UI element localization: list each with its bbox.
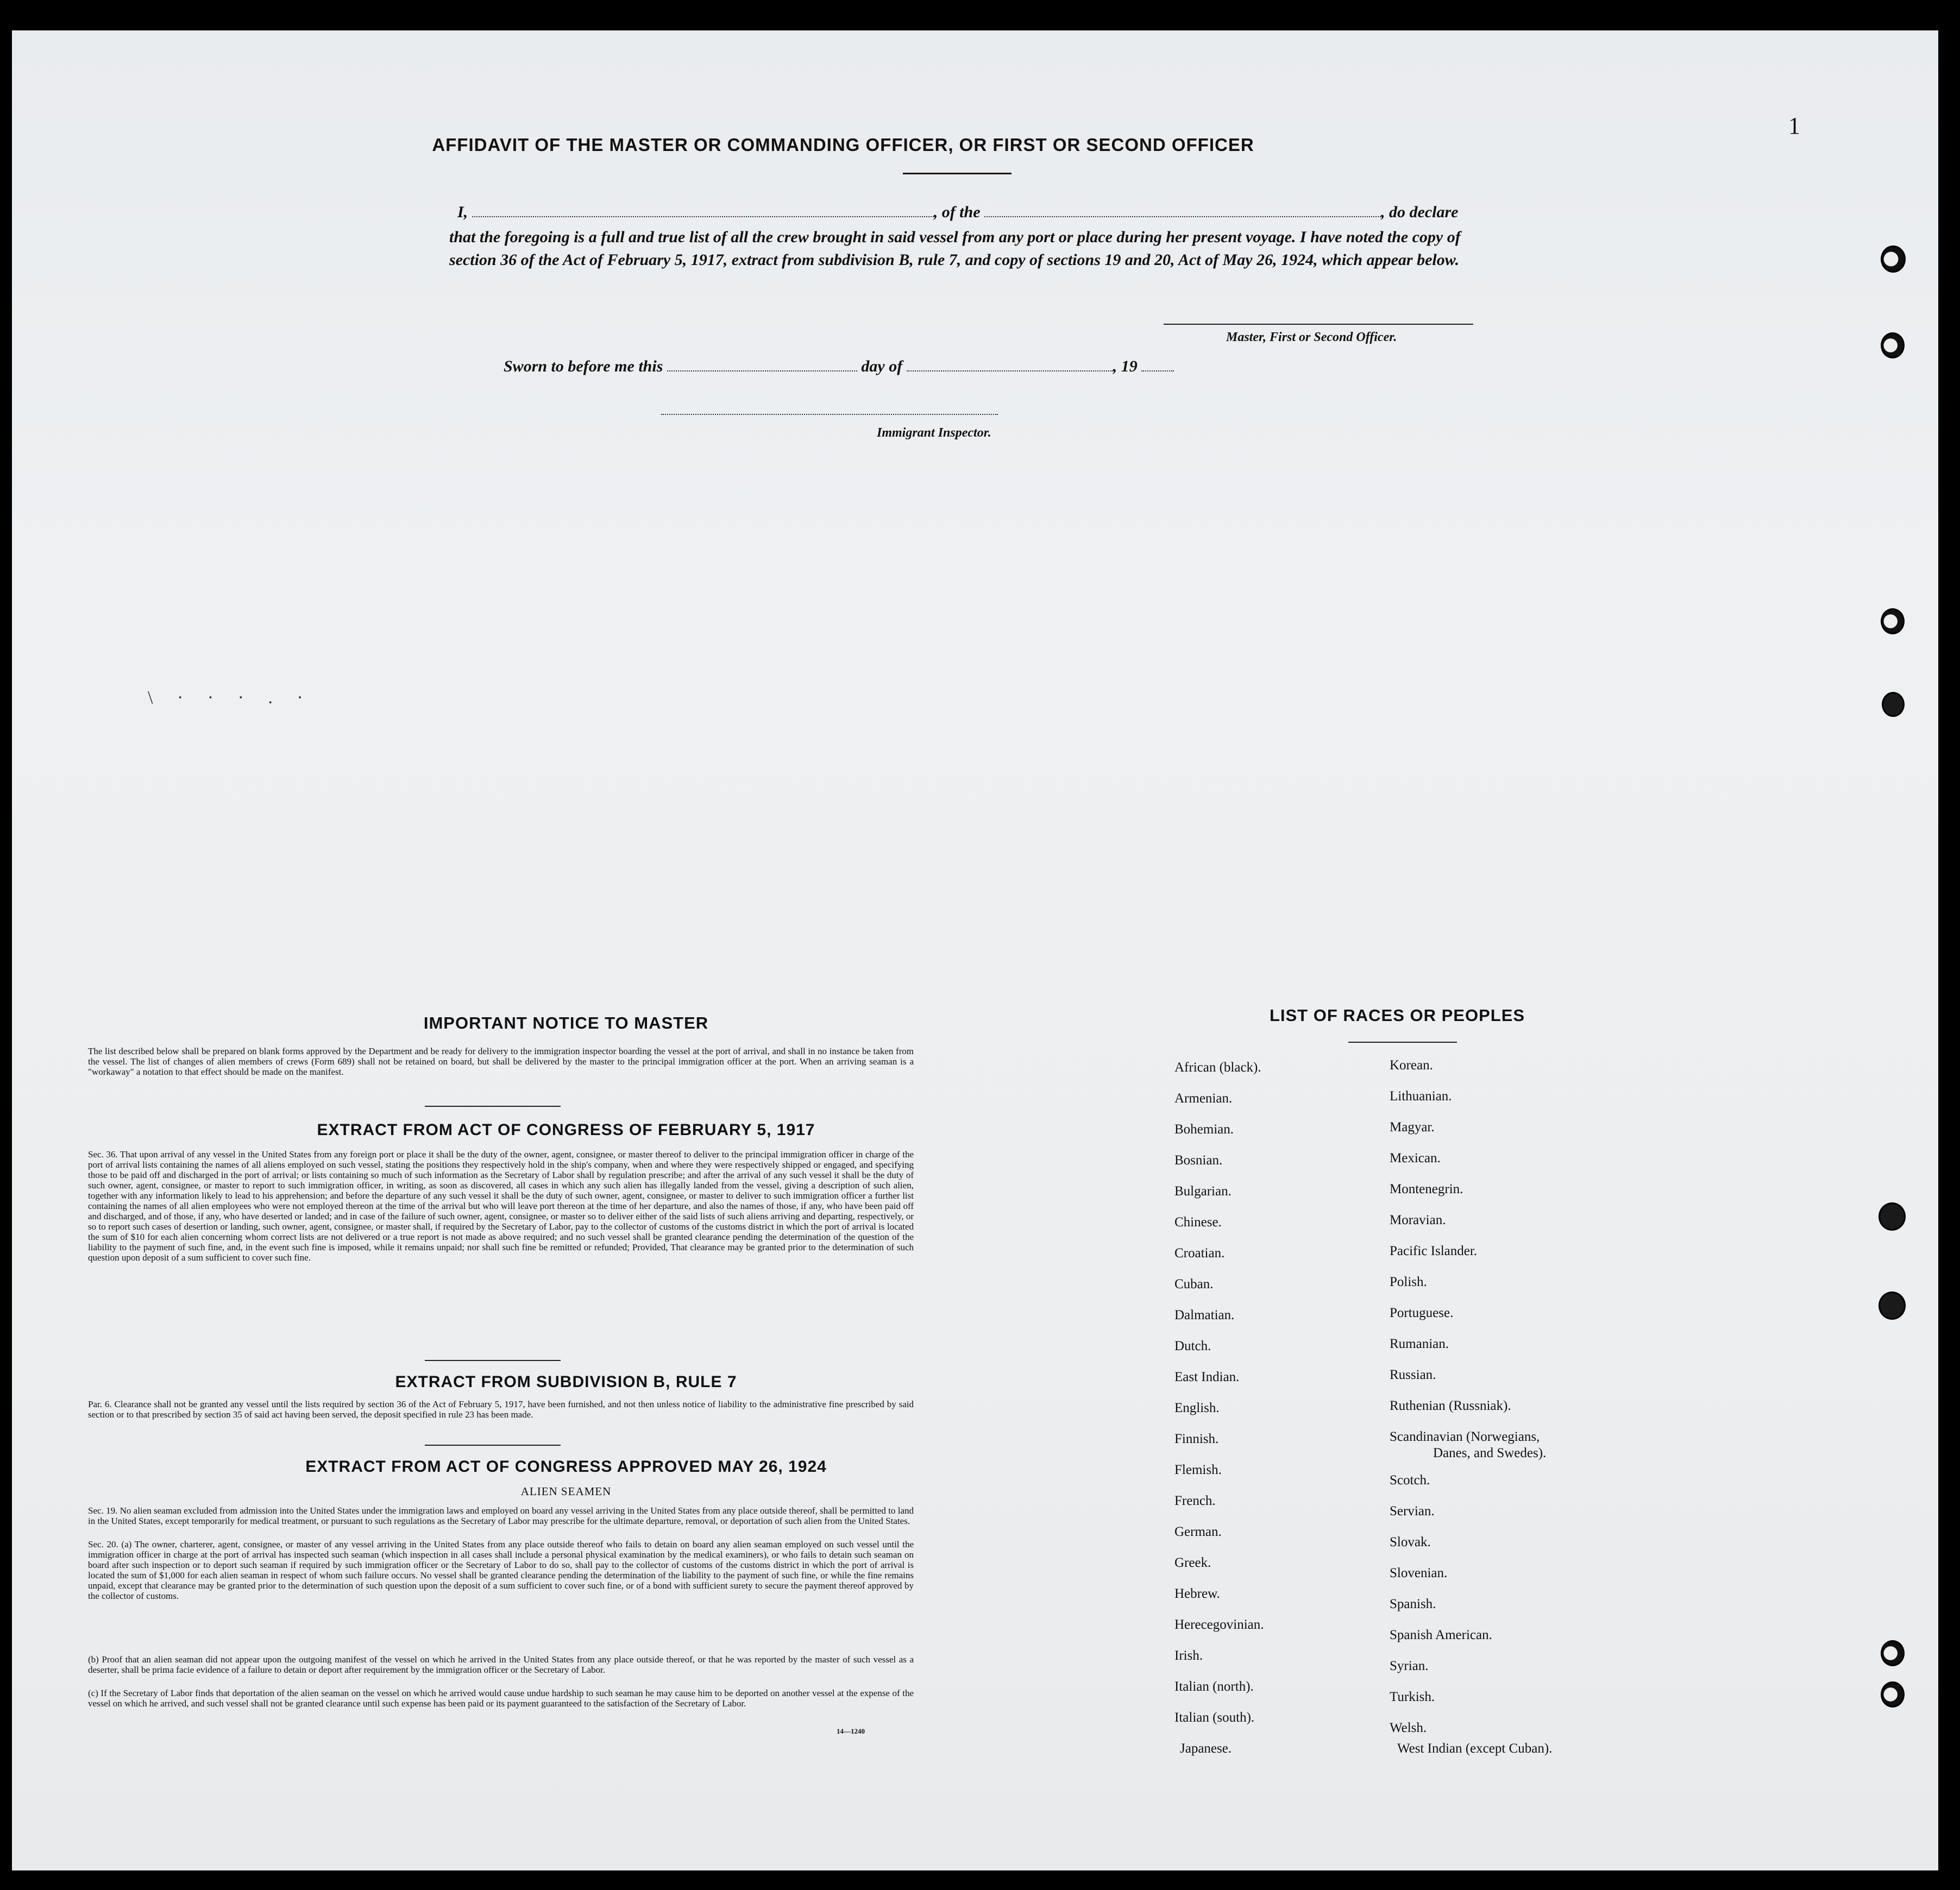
day-of-label: day of — [861, 357, 903, 375]
race-left: Dutch. — [1174, 1339, 1211, 1353]
section-divider — [425, 1106, 561, 1107]
race-right: Montenegrin. — [1390, 1182, 1463, 1196]
page-number: 1 — [1788, 112, 1800, 139]
year-label: , 19 — [1113, 357, 1138, 375]
race-left: Armenian. — [1174, 1091, 1233, 1106]
sworn-year-blank[interactable] — [1141, 358, 1174, 371]
alien-seamen-subtitle: ALIEN SEAMEN — [520, 1485, 612, 1498]
race-left: Cuban. — [1174, 1277, 1214, 1292]
race-left: Bulgarian. — [1174, 1184, 1232, 1199]
punch-hole — [1879, 1292, 1906, 1320]
race-left: Chinese. — [1174, 1215, 1222, 1230]
race-right: Mexican. — [1390, 1151, 1441, 1166]
punch-hole — [1881, 1640, 1905, 1666]
race-right: Slovak. — [1390, 1535, 1431, 1549]
race-left: Herecegovinian. — [1174, 1617, 1264, 1632]
sworn-line — [504, 357, 1174, 376]
inspector-label: Immigrant Inspector. — [877, 426, 991, 440]
race-left: Finnish. — [1174, 1432, 1219, 1446]
signature-line[interactable] — [1164, 324, 1473, 325]
sworn-month-blank[interactable] — [907, 358, 1113, 371]
section-divider — [425, 1360, 561, 1361]
race-left: Bosnian. — [1174, 1153, 1223, 1168]
sec20b-text: (b) Proof that an alien seaman did not appear upon the outgoing manifest of the vessel on which he arrived in the United States from any place outside thereof, or that he was reported by the master of such vessel as a deserter, shall be prima facie evidence of a failure to detain or deport after requirement by the immigration officer or the Secretary of Labor. — [88, 1654, 914, 1675]
punch-hole — [1881, 332, 1905, 358]
extract-1924-title: EXTRACT FROM ACT OF CONGRESS APPROVED MAY 26, 1924 — [305, 1458, 827, 1476]
race-right: Scandinavian (Norwegians, — [1390, 1429, 1540, 1444]
section-divider — [425, 1445, 561, 1446]
affidavit-i-label: I, — [457, 203, 468, 221]
affidavit-title: AFFIDAVIT OF THE MASTER OR COMMANDING OFFICER, OR FIRST OR SECOND OFFICER — [432, 135, 1254, 155]
race-right: Korean. — [1390, 1058, 1433, 1073]
race-right: Lithuanian. — [1390, 1089, 1452, 1104]
sec20c-text: (c) If the Secretary of Labor finds that deportation of the alien seaman on the vessel on which he arrived would cause undue hardship to such seaman he may cause him to be deported on another vessel at the expense of the vessel on which he arrived, and such vessel shall not be granted clearance until such expense has been paid or its payment guaranteed to the satisfaction of the Secretary of Labor. — [88, 1688, 914, 1709]
races-title: LIST OF RACES OR PEOPLES — [1269, 1006, 1525, 1025]
notice-text: The list described below shall be prepared on blank forms approved by the Department and be ready for delivery to the immigration inspector boarding the vessel at the port of arrival, and shall in no instance be taken from the vessel. The list of changes of alien members of crews (Form 689) shall not be retained on board, but shall be delivered by the master to the principal immigration officer at the port. When an arriving seaman is a "workaway" a notation to that effect should be made on the manifest. — [88, 1046, 914, 1077]
race-left: French. — [1174, 1494, 1216, 1508]
race-right: Magyar. — [1390, 1120, 1435, 1135]
inspector-signature-line[interactable] — [661, 414, 998, 415]
races-divider — [1348, 1042, 1457, 1043]
race-right: Russian. — [1390, 1368, 1436, 1382]
race-left: Italian (south). — [1174, 1710, 1255, 1725]
race-right: Welsh. — [1390, 1721, 1427, 1735]
race-left: Dalmatian. — [1174, 1308, 1235, 1322]
race-right: West Indian (except Cuban). — [1397, 1741, 1553, 1756]
race-right: Polish. — [1390, 1275, 1427, 1289]
punch-hole — [1881, 608, 1905, 634]
race-left: German. — [1174, 1524, 1222, 1539]
sec20a-text: Sec. 20. (a) The owner, charterer, agent, consignee, or master of any vessel arriving in the United States from any place outside thereof who fails to detain on board any alien seaman employed on such vessel until the immigration officer in charge at the port of arrival has inspected such seaman (which inspection in all cases shall include a personal physical examination by the medical examiners), or who fails to detain such seaman on board after such inspection or to deport such seaman if required by such immigration officer or the Secretary of Labor to do so, shall pay to the collector of customs of the customs district in which the port of arrival is located the sum of $1,000 for each alien seaman in respect of whom such failure occurs. No vessel shall be granted clearance pending the determination of the liability to the payment of such fine, or while the fine remains unpaid, except that clearance may be granted prior to the determination of such question upon the deposit of a sum sufficient to cover such fine, or of a bond with sufficient surety to secure the payment thereof approved by the collector of customs. — [88, 1539, 914, 1601]
race-left: Flemish. — [1174, 1463, 1222, 1477]
punch-hole — [1882, 692, 1905, 717]
race-right: Syrian. — [1390, 1659, 1429, 1673]
race-right: Moravian. — [1390, 1213, 1446, 1227]
signature-label: Master, First or Second Officer. — [1226, 330, 1397, 344]
race-right: Pacific Islander. — [1390, 1244, 1478, 1258]
race-right: Danes, and Swedes). — [1433, 1446, 1547, 1460]
notice-title: IMPORTANT NOTICE TO MASTER — [423, 1013, 709, 1032]
do-declare-label: , do declare — [1381, 203, 1459, 221]
race-left: Hebrew. — [1174, 1586, 1220, 1601]
of-the-label: , of the — [933, 203, 981, 221]
name-blank[interactable] — [472, 203, 934, 217]
race-right: Ruthenian (Russniak). — [1390, 1398, 1511, 1413]
punch-hole — [1881, 1681, 1905, 1708]
race-right: Turkish. — [1390, 1690, 1435, 1704]
race-left: Japanese. — [1180, 1741, 1232, 1756]
race-right: Rumanian. — [1390, 1337, 1449, 1351]
race-left: Greek. — [1174, 1555, 1211, 1570]
extract-rule7-title: EXTRACT FROM SUBDIVISION B, RULE 7 — [395, 1373, 737, 1391]
race-left: Bohemian. — [1174, 1122, 1234, 1137]
sworn-day-blank[interactable] — [667, 358, 857, 371]
document-page — [12, 30, 1938, 1870]
race-left: Italian (north). — [1174, 1679, 1254, 1694]
extract-rule7-text: Par. 6. Clearance shall not be granted any vessel until the lists required by section 36 of the Act of February 5, 1917, have been furnished, and not then unless notice of liability to the administrative fine prescribed by said section or to that prescribed by section 35 of said act having been served, the deposit specified in rule 23 has been made. — [88, 1399, 914, 1420]
vessel-blank[interactable] — [984, 203, 1381, 217]
race-right: Spanish. — [1390, 1597, 1436, 1611]
race-right: Servian. — [1390, 1504, 1435, 1519]
stray-ink-marks: \ · · · . · — [148, 688, 313, 708]
affidavit-declaration-line — [457, 203, 1506, 222]
extract-1917-text: Sec. 36. That upon arrival of any vessel in the United States from any foreign port or place it shall be the duty of the owner, agent, consignee, or master thereof to deliver to the principal immigration officer in charge of the port of arrival lists containing the names of all aliens employed on such vessel, stating the positions they respectively hold in the ship's company, when and where they were respectively shipped or engaged, and specifying those to be paid off and discharged in the port of arrival; or lists containing so much of such information as the Secretary of Labor shall by regulation prescribe; and after the arrival of any such vessel it shall be the duty of such owner, agent, consignee, or master to report to such immigration officer, in writing, as soon as discovered, all cases in which any such alien has illegally landed from the vessel, giving a description of such alien, together with any information likely to lead to his apprehension; and before the departure of any such vessel it shall be the duty of such owner, agent, consignee, or master to deliver to such immigration officer a further list containing the names of all alien employees who were not employed thereon at the time of the arrival but who will leave port thereon at the time of her departure, and also the names of those, if any, who have been paid off and discharged, and of those, if any, who have deserted or landed; and in case of the failure of such owner, agent, consignee, or master so to deliver either of the said lists of such aliens arriving and departing, respectively, or so to report such cases of desertion or landing, such owner, agent, consignee, or master shall, if required by the Secretary of Labor, pay to the collector of customs of the customs district in which the port of arrival is located the sum of $10 for each alien concerning whom correct lists are not delivered or a true report is not made as above required; and no such vessel shall be granted clearance pending the determination of the question of the liability to the payment of such fine, and, in the event such fine is imposed, while it remains unpaid; nor shall such fine be remitted or refunded; Provided, That clearance may be granted prior to the determination of such question upon deposit of a sum sufficient to cover such fine. — [88, 1149, 914, 1263]
race-left: Irish. — [1174, 1648, 1203, 1663]
punch-hole — [1881, 245, 1906, 273]
race-left: English. — [1174, 1401, 1220, 1415]
race-right: Spanish American. — [1390, 1628, 1492, 1642]
race-left: African (black). — [1174, 1060, 1261, 1075]
race-left: East Indian. — [1174, 1370, 1240, 1384]
sworn-label: Sworn to before me this — [504, 357, 663, 375]
race-right: Portuguese. — [1390, 1306, 1454, 1320]
punch-hole — [1879, 1202, 1906, 1231]
race-right: Slovenian. — [1390, 1566, 1448, 1580]
race-left: Croatian. — [1174, 1246, 1225, 1261]
form-number: 14—1240 — [837, 1727, 865, 1735]
extract-1917-title: EXTRACT FROM ACT OF CONGRESS OF FEBRUARY 5, 1917 — [317, 1121, 815, 1139]
race-right: Scotch. — [1390, 1473, 1430, 1488]
affidavit-divider — [903, 173, 1012, 174]
sec19-text: Sec. 19. No alien seaman excluded from admission into the United States under the immigration laws and employed on board any vessel arriving in the United States from any place outside thereof, shall be permitted to land in the United States, except temporarily for medical treatment, or pursuant to such regulations as the Secretary of Labor may prescribe for the ultimate departure, removal, or deportation of such alien from the United States. — [88, 1505, 914, 1526]
affidavit-body: that the foregoing is a full and true list of all the crew brought in said vessel from any port or place during her present voyage. I have noted the copy of section 36 of the Act of February 5, 1917, extract from subdivision B, rule 7, and copy of sections 19 and 20, Act of May 26, 1924, which appear below. — [449, 228, 1461, 269]
